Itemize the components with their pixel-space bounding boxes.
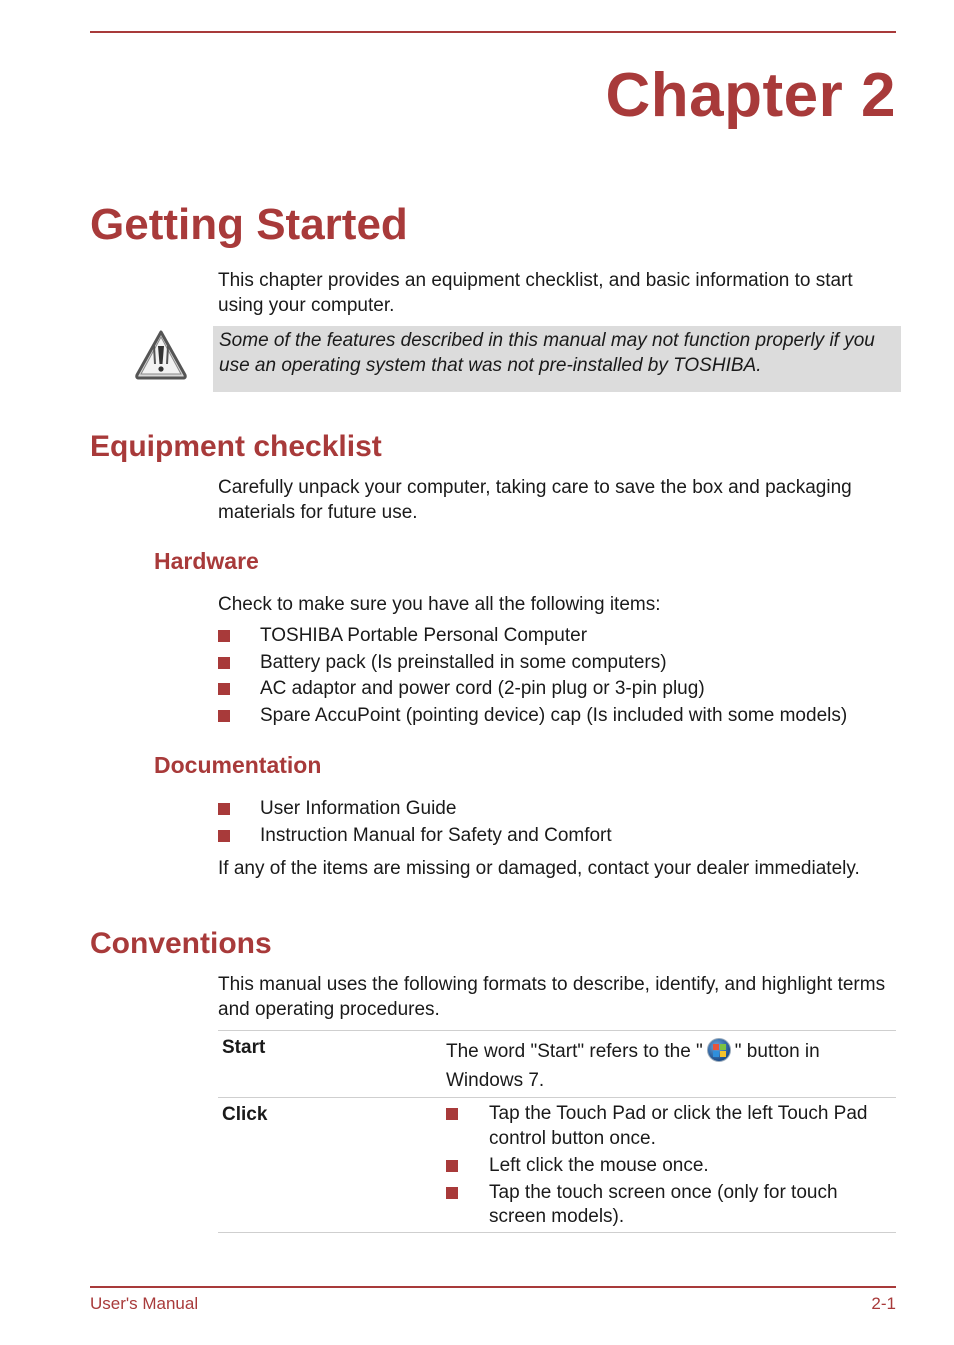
bullet-square [446,1108,458,1120]
chapter-heading: Chapter 2 [605,61,896,130]
hardware-intro: Check to make sure you have all the following items: [218,594,661,615]
section-heading-conventions: Conventions [90,927,272,960]
hardware-list [218,623,908,730]
bullet-square [218,710,230,722]
list-item: TOSHIBA Portable Personal Computer [218,623,908,650]
subheading-hardware: Hardware [154,548,259,574]
bullet-square [446,1187,458,1199]
subheading-documentation: Documentation [154,752,322,778]
definition-start: The word "Start" refers to the " " button in Windows 7. [446,1031,896,1101]
list-item: Left click the mouse once. [446,1154,896,1179]
list-item: Spare AccuPoint (pointing device) cap (Is included with some models) [218,703,908,730]
footer-rule [90,1286,896,1288]
note-box: Some of the features described in this manual may not function properly if you use an operating system that was not pre-installed by TOSHIBA. [213,326,901,392]
list-item: User Information Guide [218,796,908,823]
click-list [446,1098,896,1238]
bullet-square [218,657,230,669]
bullet-square [218,830,230,842]
list-item: AC adaptor and power cord (2-pin plug or 3-pin plug) [218,676,908,703]
list-item: Tap the Touch Pad or click the left Touch Pad control button once. [446,1102,896,1151]
term-start: Start [222,1037,266,1058]
intro-paragraph: This chapter provides an equipment checklist, and basic information to start using your computer. [218,270,853,316]
footer-title: User's Manual [90,1294,199,1313]
conventions-intro: This manual uses the following formats to describe, identify, and highlight terms and operating procedures. [218,974,886,1020]
page-number: 2-1 [871,1294,896,1313]
term-click: Click [222,1104,268,1125]
warning-icon [134,328,188,380]
table-row [218,1030,896,1097]
windows-start-icon [707,1038,731,1062]
list-item: Battery pack (Is preinstalled in some computers) [218,650,908,677]
top-rule [90,31,896,33]
equipment-intro: Carefully unpack your computer, taking care to save the box and packaging materials for future use. [218,477,852,523]
table-row [218,1097,896,1233]
bullet-square [446,1160,458,1172]
bullet-square [218,803,230,815]
documentation-list [218,796,908,849]
section-heading-equipment: Equipment checklist [90,430,382,463]
list-item: Instruction Manual for Safety and Comfort [218,823,908,850]
documentation-outro: If any of the items are missing or damaged, contact your dealer immediately. [218,858,860,879]
bullet-square [218,683,230,695]
conventions-table [218,1030,896,1233]
list-item: Tap the touch screen once (only for touch screen models). [446,1181,896,1230]
page-title: Getting Started [90,200,408,249]
bullet-square [218,630,230,642]
